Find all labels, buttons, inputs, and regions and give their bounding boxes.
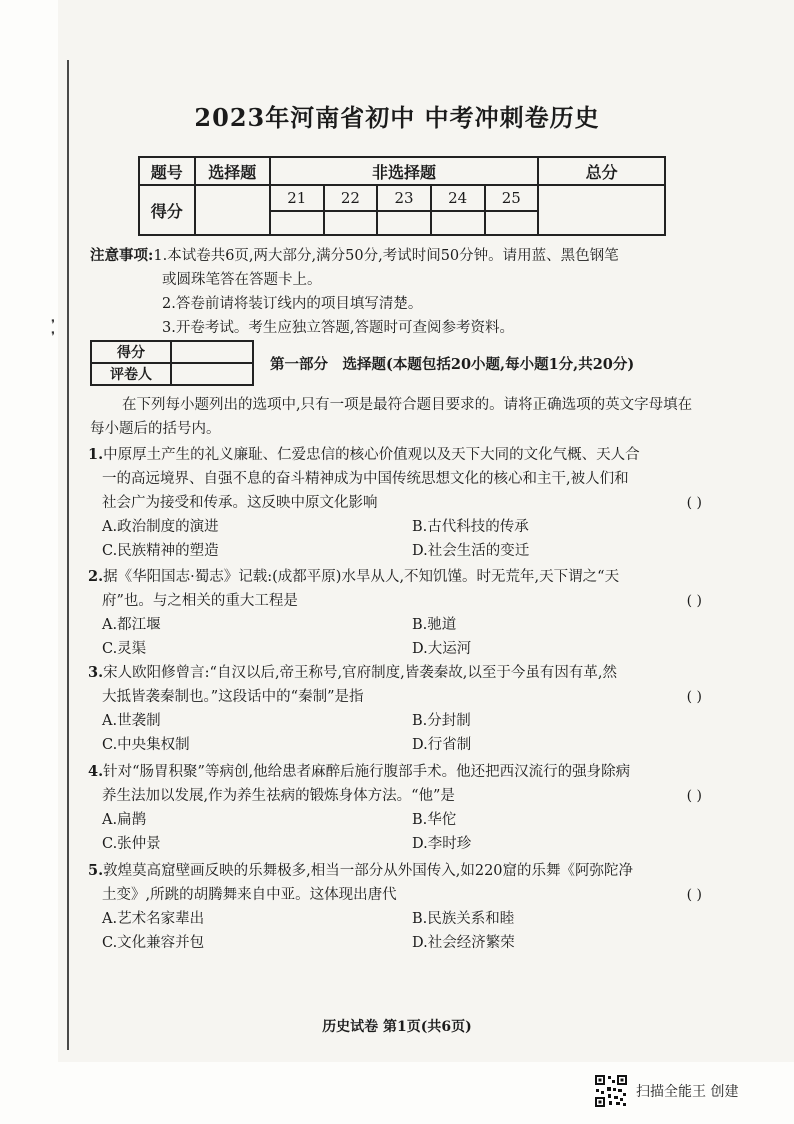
option-b: B.古代科技的传承	[412, 519, 529, 535]
page-title: 2023年河南省初中 中考冲刺卷历史	[194, 103, 600, 132]
option-b: B.分封制	[412, 713, 471, 729]
option-b: B.民族关系和睦	[412, 911, 515, 927]
watermark-text: 扫描全能王 创建	[636, 1084, 739, 1100]
page-footer: 历史试卷 第1页(共6页)	[322, 1019, 472, 1035]
question-text: 养生法加以发展,作为养生祛病的锻炼身体方法。“他”是	[102, 788, 455, 804]
header-choice: 选择题	[195, 157, 270, 185]
note-1-cont: 或圆珠笔答在答题卡上。	[162, 272, 322, 288]
q22-score-cell	[324, 211, 378, 235]
question-4	[88, 760, 708, 856]
notes	[90, 244, 619, 340]
option-d: D.李时珍	[412, 836, 472, 852]
question-text: 大抵皆袭秦制也。”这段话中的“秦制”是指	[102, 689, 364, 705]
question-number: 3.	[88, 664, 104, 681]
option-a: A.扁鹊	[102, 812, 147, 828]
q21-score-cell	[270, 211, 324, 235]
option-d: D.社会经济繁荣	[412, 935, 515, 951]
section-heading: 第一部分 选择题(本题包括20小题,每小题1分,共20分)	[270, 356, 635, 373]
option-d: D.大运河	[412, 641, 472, 657]
question-text: 土变》,所跳的胡腾舞来自中亚。这体现出唐代	[102, 887, 397, 903]
question-5	[88, 859, 708, 955]
total-score-cell	[538, 185, 665, 235]
grader-name-cell	[171, 363, 253, 385]
qr-code-icon	[594, 1074, 628, 1108]
header-total: 总分	[538, 157, 665, 185]
question-text: 敦煌莫高窟壁画反映的乐舞极多,相当一部分从外国传入,如220窟的乐舞《阿弥陀净	[103, 863, 634, 879]
question-text: 针对“肠胃积聚”等病创,他给患者麻醉后施行腹部手术。他还把西汉流行的强身除病	[103, 764, 631, 780]
question-text: 社会广为接受和传承。这反映中原文化影响	[102, 495, 378, 511]
note-1: 1.本试卷共6页,两大部分,满分50分,考试时间50分钟。请用蓝、黑色钢笔	[153, 248, 619, 264]
answer-blank[interactable]: ( )	[686, 593, 702, 609]
q25-score-cell	[485, 211, 539, 235]
question-number: 1.	[88, 446, 104, 463]
choice-score-cell	[195, 185, 270, 235]
question-1	[88, 443, 708, 563]
option-a: A.都江堰	[102, 617, 161, 633]
header-non-choice: 非选择题	[270, 157, 538, 185]
note-3: 3.开卷考试。考生应独立答题,答题时可查阅参考资料。	[162, 320, 514, 336]
question-number: 2.	[88, 568, 104, 585]
option-b: B.驰道	[412, 617, 457, 633]
q23-number: 23	[377, 185, 431, 211]
note-2: 2.答卷前请将装订线内的项目填写清楚。	[162, 296, 423, 312]
grader-score-label: 得分	[91, 341, 171, 363]
scanner-watermark	[594, 1074, 738, 1108]
question-text: 一的高远境界、自强不息的奋斗精神成为中国传统思想文化的核心和主干,被人们和	[102, 471, 629, 487]
grader-table	[90, 340, 254, 386]
option-c: C.张仲景	[102, 836, 161, 852]
grader-name-label: 评卷人	[91, 363, 171, 385]
q22-number: 22	[324, 185, 378, 211]
option-c: C.灵渠	[102, 641, 147, 657]
q24-score-cell	[431, 211, 485, 235]
option-d: D.社会生活的变迁	[412, 543, 530, 559]
q25-number: 25	[485, 185, 539, 211]
option-d: D.行省制	[412, 737, 472, 753]
row-score-label: 得分	[139, 185, 195, 235]
question-number: 4.	[88, 763, 104, 780]
q21-number: 21	[270, 185, 324, 211]
option-a: A.艺术名家辈出	[102, 911, 205, 927]
option-c: C.民族精神的塑造	[102, 543, 219, 559]
q24-number: 24	[431, 185, 485, 211]
question-text: 宋人欧阳修曾言:“自汉以后,帝王称号,官府制度,皆袭秦故,以至于今虽有因有革,然	[103, 665, 617, 681]
header-question-no: 题号	[139, 157, 195, 185]
question-number: 5.	[88, 862, 104, 879]
option-a: A.世袭制	[102, 713, 161, 729]
grader-score-cell	[171, 341, 253, 363]
answer-blank[interactable]: ( )	[686, 689, 702, 705]
question-text: 据《华阳国志·蜀志》记载:(成都平原)水旱从人,不知饥馑。时无荒年,天下谓之“天	[103, 569, 620, 585]
answer-blank[interactable]: ( )	[686, 788, 702, 804]
option-b: B.华佗	[412, 812, 457, 828]
option-c: C.中央集权制	[102, 737, 190, 753]
question-text: 中原厚土产生的礼义廉耻、仁爱忠信的核心价值观以及天下大同的文化气概、天人合	[103, 447, 640, 463]
binding-line	[67, 60, 69, 1050]
notes-heading: 注意事项:	[90, 247, 154, 264]
q23-score-cell	[377, 211, 431, 235]
score-table	[138, 156, 666, 236]
question-2	[88, 565, 708, 661]
option-a: A.政治制度的演进	[102, 519, 219, 535]
section-instruction: 在下列每小题列出的选项中,只有一项是最符合题目要求的。请将正确选项的英文字母填在每小题后的括号内。	[90, 397, 693, 437]
question-text: 府”也。与之相关的重大工程是	[102, 593, 298, 609]
answer-blank[interactable]: ( )	[686, 887, 702, 903]
option-c: C.文化兼容并包	[102, 935, 205, 951]
question-3	[88, 661, 708, 757]
binding-mark: ❜ ❜	[51, 317, 55, 343]
answer-blank[interactable]: ( )	[686, 495, 702, 511]
